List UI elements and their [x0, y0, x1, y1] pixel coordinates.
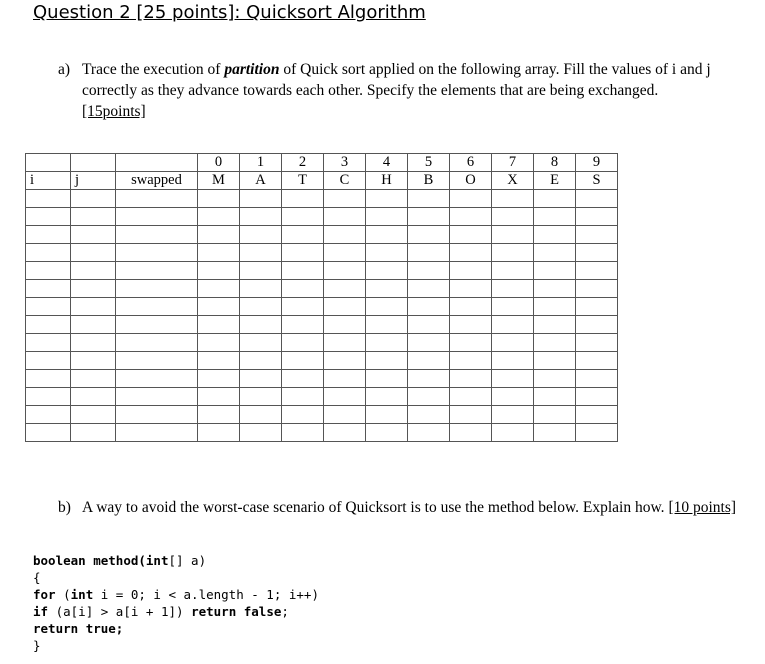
empty-cell: [366, 244, 408, 262]
empty-cell: [198, 334, 240, 352]
empty-cell: [576, 208, 618, 226]
question-title: Question 2 [25 points]: Quicksort Algorithm: [33, 2, 426, 23]
empty-cell: [240, 298, 282, 316]
empty-cell: [576, 370, 618, 388]
empty-cell: [116, 406, 198, 424]
empty-cell: [198, 208, 240, 226]
array-cell-6: O: [450, 172, 492, 190]
table-row: [26, 388, 618, 406]
empty-cell: [492, 334, 534, 352]
empty-cell: [576, 406, 618, 424]
table-row: [26, 226, 618, 244]
empty-cell: [366, 208, 408, 226]
empty-cell: [576, 424, 618, 442]
empty-cell: [492, 280, 534, 298]
empty-cell: [492, 424, 534, 442]
empty-cell: [492, 262, 534, 280]
empty-cell: [450, 316, 492, 334]
empty-cell: [240, 406, 282, 424]
empty-cell: [450, 262, 492, 280]
table-row: [26, 370, 618, 388]
empty-cell: [492, 298, 534, 316]
table-row: [26, 298, 618, 316]
empty-cell: [116, 208, 198, 226]
empty-cell: [116, 316, 198, 334]
array-cell-2: T: [282, 172, 324, 190]
blank-cell: [116, 154, 198, 172]
empty-cell: [366, 316, 408, 334]
empty-cell: [366, 298, 408, 316]
index-cell-7: 7: [492, 154, 534, 172]
empty-cell: [408, 352, 450, 370]
index-cell-6: 6: [450, 154, 492, 172]
empty-cell: [450, 334, 492, 352]
empty-cell: [240, 370, 282, 388]
empty-cell: [26, 406, 71, 424]
table-row: [26, 352, 618, 370]
empty-cell: [324, 316, 366, 334]
table-header-indices: [26, 154, 618, 172]
code-line-6: }: [33, 638, 41, 653]
table-row: [26, 316, 618, 334]
part-a-points: [15points]: [82, 103, 146, 120]
empty-cell: [116, 244, 198, 262]
part-a-emphasis: partition: [224, 61, 280, 78]
empty-cell: [116, 226, 198, 244]
empty-cell: [282, 370, 324, 388]
empty-cell: [576, 334, 618, 352]
empty-cell: [116, 334, 198, 352]
empty-cell: [492, 226, 534, 244]
array-cell-8: E: [534, 172, 576, 190]
empty-cell: [282, 262, 324, 280]
empty-cell: [198, 370, 240, 388]
array-cell-7: X: [492, 172, 534, 190]
empty-cell: [324, 406, 366, 424]
empty-cell: [26, 352, 71, 370]
empty-cell: [492, 208, 534, 226]
empty-cell: [576, 244, 618, 262]
code-param-rest: [] a): [168, 553, 207, 568]
empty-cell: [282, 244, 324, 262]
empty-cell: [408, 316, 450, 334]
empty-cell: [198, 262, 240, 280]
empty-cell: [534, 298, 576, 316]
empty-cell: [408, 262, 450, 280]
empty-cell: [450, 244, 492, 262]
empty-cell: [534, 190, 576, 208]
empty-cell: [71, 316, 116, 334]
question-part-b: [58, 497, 738, 518]
index-cell-5: 5: [408, 154, 450, 172]
empty-cell: [408, 334, 450, 352]
table-row: [26, 424, 618, 442]
empty-cell: [26, 298, 71, 316]
empty-cell: [366, 226, 408, 244]
empty-cell: [408, 406, 450, 424]
empty-cell: [534, 226, 576, 244]
code-line-5: [33, 620, 319, 637]
empty-cell: [282, 190, 324, 208]
part-b-points: [10 points]: [668, 499, 737, 516]
empty-cell: [198, 316, 240, 334]
empty-cell: [26, 370, 71, 388]
empty-cell: [408, 244, 450, 262]
empty-cell: [324, 226, 366, 244]
empty-cell: [116, 352, 198, 370]
part-a-text-after: of Quick sort applied on the following array. Fill the values of i and j correctly as they advance towards each other. Specify the elements that are being exchanged.: [82, 61, 711, 99]
code-block: [33, 552, 319, 654]
empty-cell: [366, 424, 408, 442]
empty-cell: [71, 226, 116, 244]
empty-cell: [408, 388, 450, 406]
empty-cell: [534, 424, 576, 442]
empty-cell: [116, 370, 198, 388]
empty-cell: [116, 262, 198, 280]
empty-cell: [282, 352, 324, 370]
empty-cell: [324, 208, 366, 226]
code-param-type: (int: [138, 553, 169, 568]
empty-cell: [71, 406, 116, 424]
array-cell-5: B: [408, 172, 450, 190]
index-cell-0: 0: [198, 154, 240, 172]
empty-cell: [324, 370, 366, 388]
empty-cell: [71, 280, 116, 298]
code-kw-for: for: [33, 587, 56, 602]
empty-cell: [450, 370, 492, 388]
empty-cell: [198, 244, 240, 262]
empty-cell: [534, 244, 576, 262]
empty-cell: [116, 388, 198, 406]
empty-cell: [240, 262, 282, 280]
empty-cell: [366, 406, 408, 424]
empty-cell: [324, 190, 366, 208]
array-cell-1: A: [240, 172, 282, 190]
empty-cell: [408, 208, 450, 226]
code-for-rest: i = 0; i < a.length - 1; i++): [93, 587, 319, 602]
col-swapped-label: swapped: [116, 172, 198, 190]
code-line-2: {: [33, 570, 41, 585]
empty-cell: [116, 280, 198, 298]
empty-cell: [26, 262, 71, 280]
array-cell-4: H: [366, 172, 408, 190]
empty-cell: [324, 352, 366, 370]
empty-cell: [282, 334, 324, 352]
empty-cell: [26, 190, 71, 208]
empty-cell: [71, 298, 116, 316]
empty-cell: [492, 244, 534, 262]
code-semi-1: ;: [281, 604, 289, 619]
array-cell-3: C: [324, 172, 366, 190]
empty-cell: [26, 424, 71, 442]
empty-cell: [198, 280, 240, 298]
empty-cell: [71, 352, 116, 370]
empty-cell: [408, 280, 450, 298]
index-cell-9: 9: [576, 154, 618, 172]
code-method-name: method: [93, 553, 139, 568]
empty-cell: [240, 388, 282, 406]
empty-cell: [450, 352, 492, 370]
empty-cell: [240, 208, 282, 226]
code-kw-true: true: [85, 621, 116, 636]
empty-cell: [408, 298, 450, 316]
empty-cell: [324, 280, 366, 298]
empty-cell: [26, 226, 71, 244]
empty-cell: [116, 190, 198, 208]
blank-cell: [71, 154, 116, 172]
part-b-text: [82, 497, 738, 518]
empty-cell: [198, 352, 240, 370]
empty-cell: [324, 262, 366, 280]
empty-cell: [366, 280, 408, 298]
empty-cell: [282, 316, 324, 334]
empty-cell: [492, 388, 534, 406]
empty-cell: [198, 226, 240, 244]
empty-cell: [116, 298, 198, 316]
code-kw-if: if: [33, 604, 49, 619]
empty-cell: [450, 424, 492, 442]
empty-cell: [324, 334, 366, 352]
empty-cell: [534, 388, 576, 406]
empty-cell: [450, 280, 492, 298]
empty-cell: [71, 244, 116, 262]
empty-cell: [282, 388, 324, 406]
empty-cell: [282, 208, 324, 226]
empty-cell: [324, 388, 366, 406]
empty-cell: [240, 352, 282, 370]
empty-cell: [198, 190, 240, 208]
empty-cell: [324, 424, 366, 442]
code-line-1: [33, 552, 319, 569]
empty-cell: [366, 370, 408, 388]
empty-cell: [576, 190, 618, 208]
part-a-text: [82, 59, 748, 122]
code-kw-false: false: [243, 604, 282, 619]
empty-cell: [534, 334, 576, 352]
empty-cell: [534, 262, 576, 280]
empty-cell: [408, 424, 450, 442]
index-cell-4: 4: [366, 154, 408, 172]
empty-cell: [116, 424, 198, 442]
array-cell-0: M: [198, 172, 240, 190]
empty-cell: [366, 262, 408, 280]
part-a-text-before: Trace the execution of: [82, 61, 225, 78]
empty-cell: [492, 406, 534, 424]
empty-cell: [366, 352, 408, 370]
empty-cell: [26, 244, 71, 262]
empty-cell: [450, 190, 492, 208]
array-cell-9: S: [576, 172, 618, 190]
table-row: [26, 280, 618, 298]
part-a-label: a): [58, 61, 71, 78]
code-if-cond: (a[i] > a[i + 1]): [48, 604, 192, 619]
empty-cell: [408, 226, 450, 244]
table-row: [26, 190, 618, 208]
empty-cell: [576, 388, 618, 406]
empty-cell: [450, 406, 492, 424]
table-row: [26, 244, 618, 262]
empty-cell: [366, 388, 408, 406]
trace-table: [25, 153, 618, 442]
empty-cell: [534, 316, 576, 334]
empty-cell: [282, 280, 324, 298]
empty-cell: [240, 280, 282, 298]
empty-cell: [534, 352, 576, 370]
index-cell-8: 8: [534, 154, 576, 172]
empty-cell: [450, 208, 492, 226]
empty-cell: [240, 190, 282, 208]
empty-cell: [198, 406, 240, 424]
empty-cell: [71, 262, 116, 280]
index-cell-2: 2: [282, 154, 324, 172]
part-b-text-body: A way to avoid the worst-case scenario of Quicksort is to use the method below. Explain how.: [82, 499, 669, 516]
empty-cell: [26, 280, 71, 298]
table-row: [26, 262, 618, 280]
table-row: [26, 334, 618, 352]
index-cell-3: 3: [324, 154, 366, 172]
empty-cell: [534, 370, 576, 388]
empty-cell: [492, 370, 534, 388]
empty-cell: [71, 424, 116, 442]
empty-cell: [576, 262, 618, 280]
empty-cell: [26, 334, 71, 352]
empty-cell: [576, 226, 618, 244]
empty-cell: [240, 244, 282, 262]
empty-cell: [240, 334, 282, 352]
empty-cell: [492, 352, 534, 370]
empty-cell: [282, 424, 324, 442]
empty-cell: [71, 370, 116, 388]
empty-cell: [324, 244, 366, 262]
code-semi-2: ;: [115, 621, 124, 636]
col-i-label: i: [26, 172, 71, 190]
table-row: [26, 208, 618, 226]
part-b-label: b): [58, 499, 71, 516]
empty-cell: [576, 352, 618, 370]
question-part-a: [58, 59, 748, 122]
empty-cell: [71, 388, 116, 406]
code-kw-int: int: [70, 587, 94, 602]
code-kw-return-1: return: [191, 604, 237, 619]
empty-cell: [198, 388, 240, 406]
empty-cell: [282, 226, 324, 244]
code-kw-boolean: boolean: [33, 553, 86, 568]
index-cell-1: 1: [240, 154, 282, 172]
empty-cell: [534, 208, 576, 226]
empty-cell: [26, 316, 71, 334]
empty-cell: [576, 316, 618, 334]
col-j-label: j: [71, 172, 116, 190]
empty-cell: [198, 298, 240, 316]
empty-cell: [282, 298, 324, 316]
empty-cell: [71, 208, 116, 226]
empty-cell: [408, 370, 450, 388]
empty-cell: [492, 316, 534, 334]
empty-cell: [240, 226, 282, 244]
empty-cell: [576, 280, 618, 298]
empty-cell: [240, 316, 282, 334]
empty-cell: [240, 424, 282, 442]
code-kw-return-2: return: [33, 621, 79, 636]
table-header-letters: [26, 172, 618, 190]
empty-cell: [71, 190, 116, 208]
empty-cell: [450, 298, 492, 316]
empty-cell: [450, 388, 492, 406]
empty-cell: [534, 406, 576, 424]
empty-cell: [576, 298, 618, 316]
empty-cell: [282, 406, 324, 424]
empty-cell: [26, 208, 71, 226]
empty-cell: [408, 190, 450, 208]
empty-cell: [324, 298, 366, 316]
empty-cell: [492, 190, 534, 208]
empty-cell: [450, 226, 492, 244]
empty-cell: [366, 334, 408, 352]
code-line-3: [33, 586, 319, 603]
empty-cell: [26, 388, 71, 406]
empty-cell: [366, 190, 408, 208]
empty-cell: [534, 280, 576, 298]
code-for-open: (: [55, 587, 71, 602]
blank-cell: [26, 154, 71, 172]
empty-cell: [71, 334, 116, 352]
empty-cell: [198, 424, 240, 442]
table-row: [26, 406, 618, 424]
code-line-4: [33, 603, 319, 620]
